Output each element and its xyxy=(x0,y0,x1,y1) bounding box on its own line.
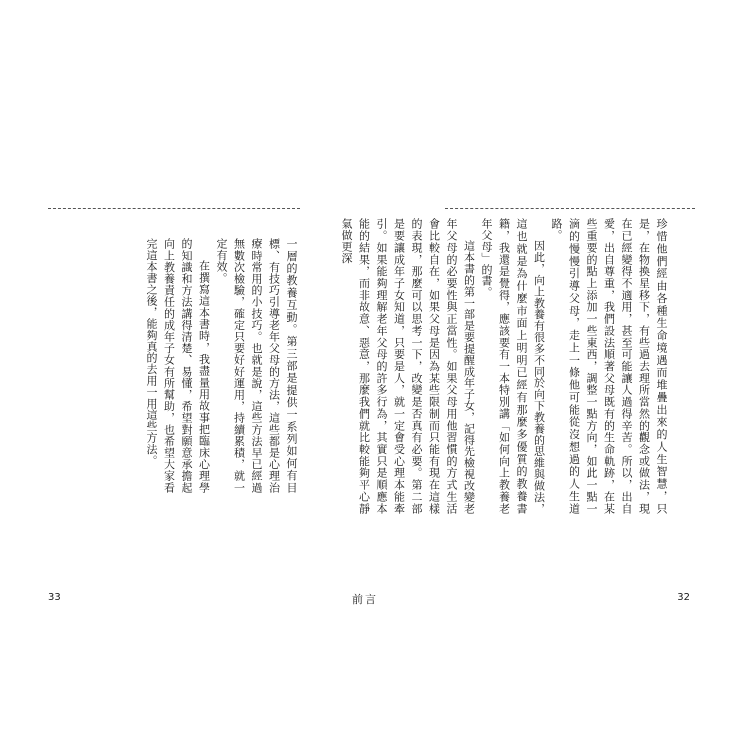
top-rule xyxy=(445,208,695,209)
paragraph: 因此，向上教養有很多不同於向下教養的思維與做法，這也就是為什麼市面上明明已經有那麼多優質的教養書籍，我還是覺得，應該要有一本特別講「如何向上教養老年父母」的書。 xyxy=(480,218,546,514)
body-text xyxy=(338,218,671,514)
paragraph: 這本書的第一部是要提醒成年子女，記得先檢視改變老年父母的必要性與正當性。如果父母用他習慣的方式生活會比較自在，如果父母是因為某些限制而只能有現在這樣的表現，那麼可以思考一下，改變是否真有必要。第二部是要讓成年子女知道，只要是人，就一定會受心理本能牽引。如果能夠理解老年父母的許多行為，其實只是順應本能的結果，而非故意、惡意，那麼我們就比較能夠平心靜氣做更深 xyxy=(340,218,476,514)
paragraph: 在撰寫這本書時，我盡量用故事把臨床心理學的知識和方法講得清楚、易懂，希望對願意承擔起向上教養責任的成年子女有所幫助，也希望大家看完這本書之後，能夠真的去用一用這些方法。 xyxy=(145,238,211,493)
top-rule xyxy=(48,208,300,209)
paragraph: 珍惜他們經由各種生命境遇而堆疊出來的人生智慧，只是，在物換星移下，有些過去理所當然的觀念或做法，現在已經變得不適用，甚至可能讓人過得辛苦。所以，出自愛，出自尊重，我們設法順著父母既有的生命軌跡，在某些重要的點上添加一些東西，調整一點方向，如此一點一滴的慢慢引導父母，走上一條他可能從沒想過的人生道路。 xyxy=(550,218,668,514)
running-head: 前言 xyxy=(352,593,378,606)
body-text xyxy=(143,238,301,493)
page-number: 32 xyxy=(677,592,690,603)
page-number: 33 xyxy=(48,592,61,603)
paragraph: 一層的教養互動。第三部是提供一系列如何有目標、有技巧引導老年父母的方法，這些都是心理治療時常用的小技巧。也就是說，這些方法早已經過無數次檢驗，確定只要好好運用，持續累積，就一定有效。 xyxy=(215,238,298,493)
